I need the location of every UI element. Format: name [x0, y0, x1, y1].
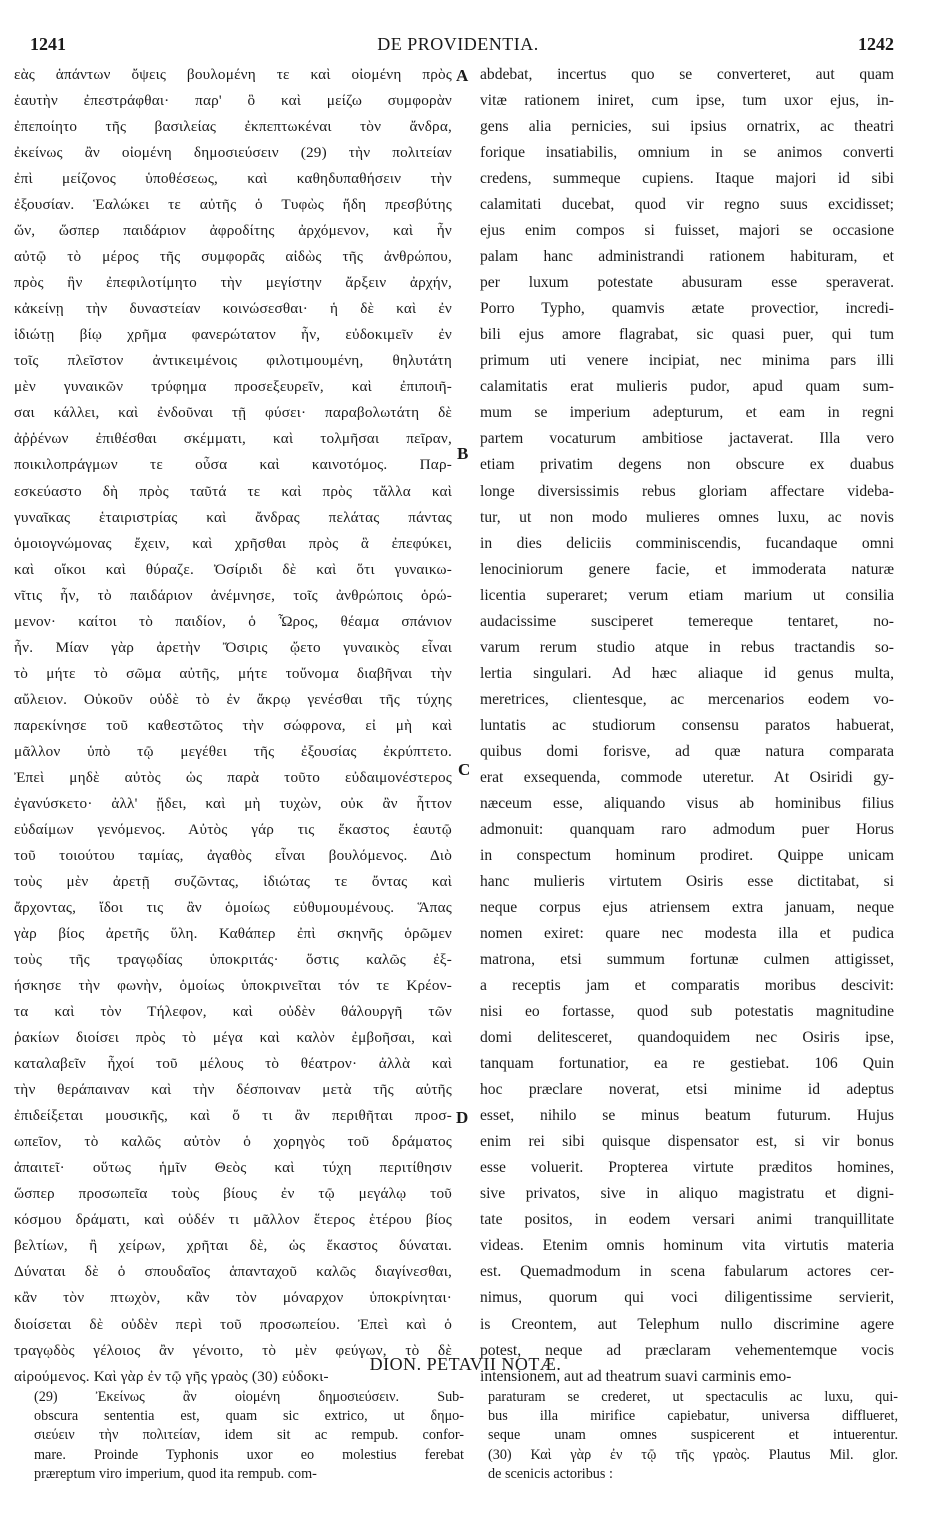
latin-text-line: ejus enim compos si fuisset, majori se occasione [480, 222, 894, 240]
greek-text-line: ἐκείνως ἂν οἰομένη δημοσιεύσειν (29) τὴν πολιτείαν [14, 144, 452, 162]
latin-text-line: is Creontem, aut Telephum nullo discrimine agere [480, 1315, 894, 1333]
latin-text-line: hanc mulieris virtutem Osiris esse dictitabat, si [480, 872, 894, 890]
greek-text-line: ἀῤῥένων ἐπιθέσθαι σκέμματι, καὶ τολμῆσαι πεῖραν, [14, 430, 452, 448]
note-line: mare. Proinde Typhonis uxor eo molestius ferebat [34, 1446, 464, 1463]
greek-text-line: τοῦ τοιούτου ταμίας, ἀγαθὸς εἶναι βουλόμενος. Διὸ [14, 846, 452, 864]
greek-text-line: ἑαυτὴν ἐπεστράφθαι· παρ' ὃ καὶ μείζω συμφορὰν [14, 92, 452, 110]
greek-text-line: νῖτις ἦν, τὸ παιδάριον ἀνέμνησε, τοῖς ἀνθρώποις ὁρώ- [14, 586, 452, 604]
latin-text-line: tur, ut non modo mulieres omnes luxu, ac novis [480, 508, 894, 526]
greek-text-line: γὰρ βίος ἀρετῆς ὕλη. Καθάπερ ἐπὶ σκηνῆς ὁρῶμεν [14, 925, 452, 943]
latin-text-line: hoc præclare noverat, etsi minime id adeptus [480, 1081, 894, 1099]
greek-text-line: παρεκίνησε τοῦ καθεστῶτος τὴν σώφρονα, εἰ μὴ καὶ [14, 716, 452, 734]
page-number-right: 1242 [858, 34, 894, 54]
greek-text-line: πρὸς ἣν ἐπεφιλοτίμητο τὴν μεγίστην ἄρξειν ἀρχήν, [14, 274, 452, 292]
greek-text-line: Ἐπεὶ μηδὲ αὐτὸς ὡς παρὰ τοῦτο εὐδαιμονέστερος [14, 768, 452, 786]
latin-column [480, 62, 894, 1390]
latin-text-line: etiam privatim degens non obscure ex duabus [480, 456, 894, 474]
greek-text-line: τραγῳδὸς γέλοιος ἂν γένοιτο, τὸ μὲν φεύγων, τὸ δὲ [14, 1341, 452, 1359]
greek-text-line: αὔλειον. Οὐκοῦν οὐδὲ τὸ ἐν ἄκρῳ γενέσθαι τῆς τύχης [14, 690, 452, 708]
note-line: de scenicis actoribus : [488, 1465, 613, 1482]
greek-text-line: σαι κάλλει, καὶ ἐνδοῦναι τῇ φύσει· παραβολωτάτη δὲ [14, 404, 452, 422]
latin-text-line: calamitati ducebat, quod vir regno suus excidisset; [480, 196, 894, 214]
note-line: obscura sententia est, quam sic extrico, ut δημο- [34, 1408, 464, 1425]
latin-text-line: a receptis jam et comparatis moribus descivit: [480, 977, 894, 995]
latin-text-line: forique insatiabilis, omnium in se animos converti [480, 144, 894, 162]
greek-text-line: ήσκησε τὴν φωνὴν, ὁμοίως ὑποκρινεῖται τόν τε Κρέον- [14, 977, 452, 995]
latin-text-line: audacissime susciperet temereque tentaret, no- [480, 612, 894, 630]
latin-text-line: licentia superaret; verum etiam marium ut consilia [480, 586, 894, 604]
latin-text-line: erat exsequenda, commode uteretur. At Osiridi gy- [480, 768, 894, 786]
note-line: σιεύειν τὴν πολιτείαν, idem sit ac rempub. confor- [34, 1427, 464, 1444]
latin-text-line: quibus domi forisve, ad quæ natura comparata [480, 742, 894, 760]
latin-text-line: nomen exiret: quare nec modesta illa et pudica [480, 925, 894, 943]
latin-text-line: in dies deliciis comminiscendis, fucandaque omni [480, 534, 894, 552]
latin-text-line: intensionem, aut ad theatrum suavi carminis emo- [480, 1367, 792, 1385]
greek-text-line: ἀπαιτεῖ· οὕτως ἡμῖν Θεὸς καὶ τύχη περιτίθησιν [14, 1159, 452, 1177]
greek-text-line: ὥσπερ προσωπεῖα τοὺς βίους ἐν τῷ μεγάλῳ τοῦ [14, 1185, 452, 1203]
latin-text-line: Porro Typho, quamvis ætate provectior, incredi- [480, 300, 894, 318]
page-number-left: 1241 [30, 34, 66, 54]
note-line: paraturam se crederet, ut spectaculis ac luxu, qui- [488, 1389, 898, 1405]
greek-text-line: τοὺς μὲν ἀρετῇ συζῶντας, ἰδιώτας τε ὄντας καὶ [14, 872, 452, 890]
greek-text-line: καὶ οἴκοι καὶ θύραζε. Ὀσίριδι δὲ καὶ ὅτι γυναικω- [14, 560, 452, 578]
latin-text-line: nimus, quorum qui voci diligentissime servierit, [480, 1289, 894, 1307]
greek-text-line: ἐπεποίητο τῆς βασιλείας ἐκπεπτωκέναι τὸν ἄνδρα, [14, 118, 452, 136]
greek-text-line: αὐτῷ τὸ μέρος τῆς συμφορᾶς αἰδὼς τῆς ἀνθρώπου, [14, 248, 452, 266]
latin-text-line: næceum esse, aliquando visus ab hominibus filius [480, 794, 894, 812]
greek-text-line: κἂν τὸν πτωχὸν, κἂν τὸν μόναρχον ὑποκρίνηται· [14, 1289, 452, 1307]
page-header [22, 34, 894, 54]
greek-text-line: τοὺς τῆς τραγῳδίας ὑποκριτάς· ὅστις καλῶς ἐξ- [14, 951, 452, 969]
note-line: seque unam omnes suspicerent et intuerentur. [488, 1427, 898, 1444]
greek-text-line: κἀκείνῃ τὴν δυναστείαν κοινώσεσθαι· ἡ δὲ καὶ ἐν [14, 300, 452, 318]
notes-right-column [488, 1388, 898, 1484]
greek-text-line: γυναῖκας ἑταιριστρίας καὶ ἄνδρας πελάτας πάντας [14, 508, 452, 526]
note-line: (30) Καὶ γὰρ ἐν τῷ τῆς γραὸς. Plautus Mil. glor. [488, 1446, 898, 1463]
greek-text-line: ἐξουσίαν. Ἑαλώκει τε αὐτῆς ὁ Τυφὼς ἤδη πρεσβύτης [14, 196, 452, 214]
latin-text-line: enim rei sibi quisque dispensator est, si vir bonus [480, 1133, 894, 1151]
note-line: (29) Ἐκείνως ἂν οἰομένη δημοσιεύσειν. Sub- [34, 1389, 464, 1405]
latin-text-line: luntatis ac studiorum consensu paratos habuerat, [480, 716, 894, 734]
latin-text-line: admonuit: quanquam raro admodum puer Horus [480, 820, 894, 838]
greek-text-line: ωπεῖον, τὸ καλῶς αὐτὸν ὁ χορηγὸς τοῦ δράματος [14, 1133, 452, 1151]
section-marker-d: D [456, 1108, 469, 1127]
latin-text-line: vitæ rationem iniret, cum ipse, tum uxor ejus, in- [480, 92, 894, 110]
running-title: DE PROVIDENTIA. [377, 34, 539, 54]
latin-text-line: tanquam fortunatior, ea re gestiebat. 106 Quin [480, 1055, 894, 1073]
latin-text-line: gens alia pernicies, sui ipsius ornatrix, ac theatri [480, 118, 894, 136]
note-line: præreptum viro imperium, quod ita rempub. com- [34, 1465, 317, 1482]
latin-text-line: palam hanc administrandi rationem habituram, et [480, 248, 894, 266]
greek-text-line: τὸ μήτε τὸ σῶμα αὐτῆς, μήτε τοὔνομα διαβῆναι τὴν [14, 664, 452, 682]
greek-text-line: ἐπιδείξεται μουσικῆς, καὶ ὅ τι ἂν περιθῆται προσ- [14, 1107, 452, 1125]
section-marker-a: A [456, 66, 469, 85]
latin-text-line: videas. Etenim omnis hominum vita virtutis materia [480, 1237, 894, 1255]
latin-text-line: tate positos, in eodem versari animi tranquillitate [480, 1211, 894, 1229]
greek-text-line: μᾶλλον ὑπὸ τῷ μεγέθει τῆς ἐξουσίας ἐκρύπτετο. [14, 742, 452, 760]
latin-text-line: longe diversissimis rebus gloriam affectare videba- [480, 482, 894, 500]
greek-text-line: καταλαβεῖν ἦχοί τοῦ μέλους τὸ θέατρον· ἀλλὰ καὶ [14, 1055, 452, 1073]
latin-text-line: esset, nihilo se minus beatum futurum. Hujus [480, 1107, 894, 1125]
latin-text-line: in conspectum hominum prodiret. Quippe unicam [480, 846, 894, 864]
notes-left-column [34, 1388, 464, 1484]
greek-text-line: ὤν, ὥσπερ παιδάριον ἀφροδίτης ἀρχόμενον, καὶ ἦν [14, 222, 452, 240]
note-line: bus illa mirifice capiebatur, universa difflueret, [488, 1408, 898, 1425]
greek-text-line: ἐπὶ μείζονος ὑποθέσεως, καὶ καθηδυπαθήσειν τὴν [14, 170, 452, 188]
latin-text-line: potest, neque ad præclaram vehementemque vocis [480, 1341, 894, 1359]
latin-text-line: domi delitesceret, quandoquidem nec Osiris ipse, [480, 1029, 894, 1047]
latin-text-line: mum se imperium adepturum, et eam in regni [480, 404, 894, 422]
greek-text-line: μὲν γυναικῶν τρύφημα προσεξευρεῖν, καὶ ἐπιποιῆ- [14, 378, 452, 396]
greek-text-line: Δύναται δὲ ὁ σπουδαῖος ἁπανταχοῦ καλῶς διαγίνεσθαι, [14, 1263, 452, 1281]
section-marker-c: C [458, 760, 471, 779]
latin-text-line: nisi eo fortasse, quod sub potestatis magnitudine [480, 1003, 894, 1021]
greek-column [14, 62, 452, 1390]
greek-text-line: ῥακίων διοίσει πρὸς τὸ μέγα καὶ καλὸν ἐμβοῆσαι, καὶ [14, 1029, 452, 1047]
greek-text-line: τα καὶ τὸν Τήλεφον, καὶ οὐδὲν θάλουργῆ τῶν [14, 1003, 452, 1021]
latin-text-line: calamitatis erat mulieris pudor, apud quam sum- [480, 378, 894, 396]
latin-text-line: bili ejus amore flagrabat, sic quasi puer, qui tum [480, 326, 894, 344]
latin-text-line: neque corpus ejus atriensem extra januam, neque [480, 899, 894, 916]
latin-text-line: lenociniorum genere facie, et immoderata naturæ [480, 560, 894, 578]
greek-text-line: ἰδιώτῃ βίῳ χρῆμα φανερώτατον ἦν, εὐδοκιμεῖν ἐν [14, 326, 452, 344]
latin-text-line: credens, summeque cupiens. Itaque majori id sibi [480, 170, 894, 188]
greek-text-line: εὰς ἁπάντων ὄψεις βουλομένη τε καὶ οἰομένη πρὸς [14, 66, 452, 83]
section-marker-b: B [457, 444, 469, 463]
greek-text-line: κόσμου δράματι, καὶ οὐδέν τι μᾶλλον ἕτερος ἑτέρου βίος [14, 1211, 452, 1229]
latin-text-line: per luxum potestate abusuram esse speraverat. [480, 274, 894, 292]
greek-text-line: εὐδαίμων γενόμενος. Αὐτὸς γάρ τις ἕκαστος ἑαυτῷ [14, 820, 452, 838]
greek-text-line: ἐγανύσκετο· ἀλλ' ᾔδει, καὶ μὴ τυχὼν, οὐκ ἂν ἧττον [14, 794, 452, 812]
greek-text-line: ἄρχοντας, ἴδοι τις ἂν ὁμοίως εὐθυμουμένους. Ἅπας [14, 899, 452, 916]
latin-text-line: meretrices, clientesque, ac mercenarios eodem vo- [480, 690, 894, 708]
latin-text-line: primum uti venere incipiat, nec minima pars illi [480, 352, 894, 370]
greek-text-line: ὁμοιογνώμονας ἔχειν, καὶ χρῆσθαι πρὸς ἃ ἐπεφύκει, [14, 534, 452, 552]
greek-text-line: μενον· καίτοι τὸ παιδίον, ὁ Ὧρος, θέαμα σπάνιον [14, 612, 452, 630]
latin-text-line: varum rerum studio atque in rebus tractandis so- [480, 638, 894, 656]
greek-text-line: αἱρούμενος. Καὶ γὰρ ἐν τῷ γῆς γραὸς (30) εὐδοκι- [14, 1367, 329, 1385]
latin-text-line: lertia singulari. Ad hæc aliaque id genus multa, [480, 664, 894, 682]
greek-text-line: τοῖς πλεῖστον ἀντικειμένοις φιλοτιμουμένη, θηλυτάτη [14, 352, 452, 370]
latin-text-line: matrona, etsi summum fortunæ culmen attigisset, [480, 951, 894, 969]
latin-text-line: est. Quemadmodum in scena fabularum actores cer- [480, 1263, 894, 1281]
latin-text-line: partem vocaturum ambitiose jactaverat. Illa vero [480, 430, 894, 448]
greek-text-line: εσκεύαστο δὴ πρὸς ταῦτά τε καὶ πρὸς τἄλλα καὶ [14, 482, 452, 500]
notes-title: DION. PETAVII NOTÆ. [369, 1354, 562, 1374]
greek-text-line: βελτίων, ἢ χείρων, χρῆται δὲ, ὡς ἕκαστος δύναται. [14, 1237, 452, 1255]
latin-text-line: abdebat, incertus quo se converteret, aut quam [480, 66, 894, 83]
greek-text-line: τὴν θεράπαιναν καὶ τὴν δέσποιναν μετὰ τῆς αὐτῆς [14, 1081, 452, 1099]
greek-text-line: διοίσεται δὲ οὐδὲν περὶ τοῦ προσωπείου. Ἐπεὶ καὶ ὁ [14, 1315, 452, 1333]
greek-text-line: ἦν. Μίαν γὰρ ἀρετὴν Ὄσιρις ᾤετο γυναικὸς εἶναι [14, 638, 452, 656]
latin-text-line: sive privatos, sive in aliquo magistratu et digni- [480, 1185, 894, 1203]
latin-text-line: esse voluerit. Propterea virtute præditos homines, [480, 1159, 894, 1177]
greek-text-line: ποικιλοπράγμων τε οὖσα καὶ καινοτόμος. Παρ- [14, 456, 452, 474]
